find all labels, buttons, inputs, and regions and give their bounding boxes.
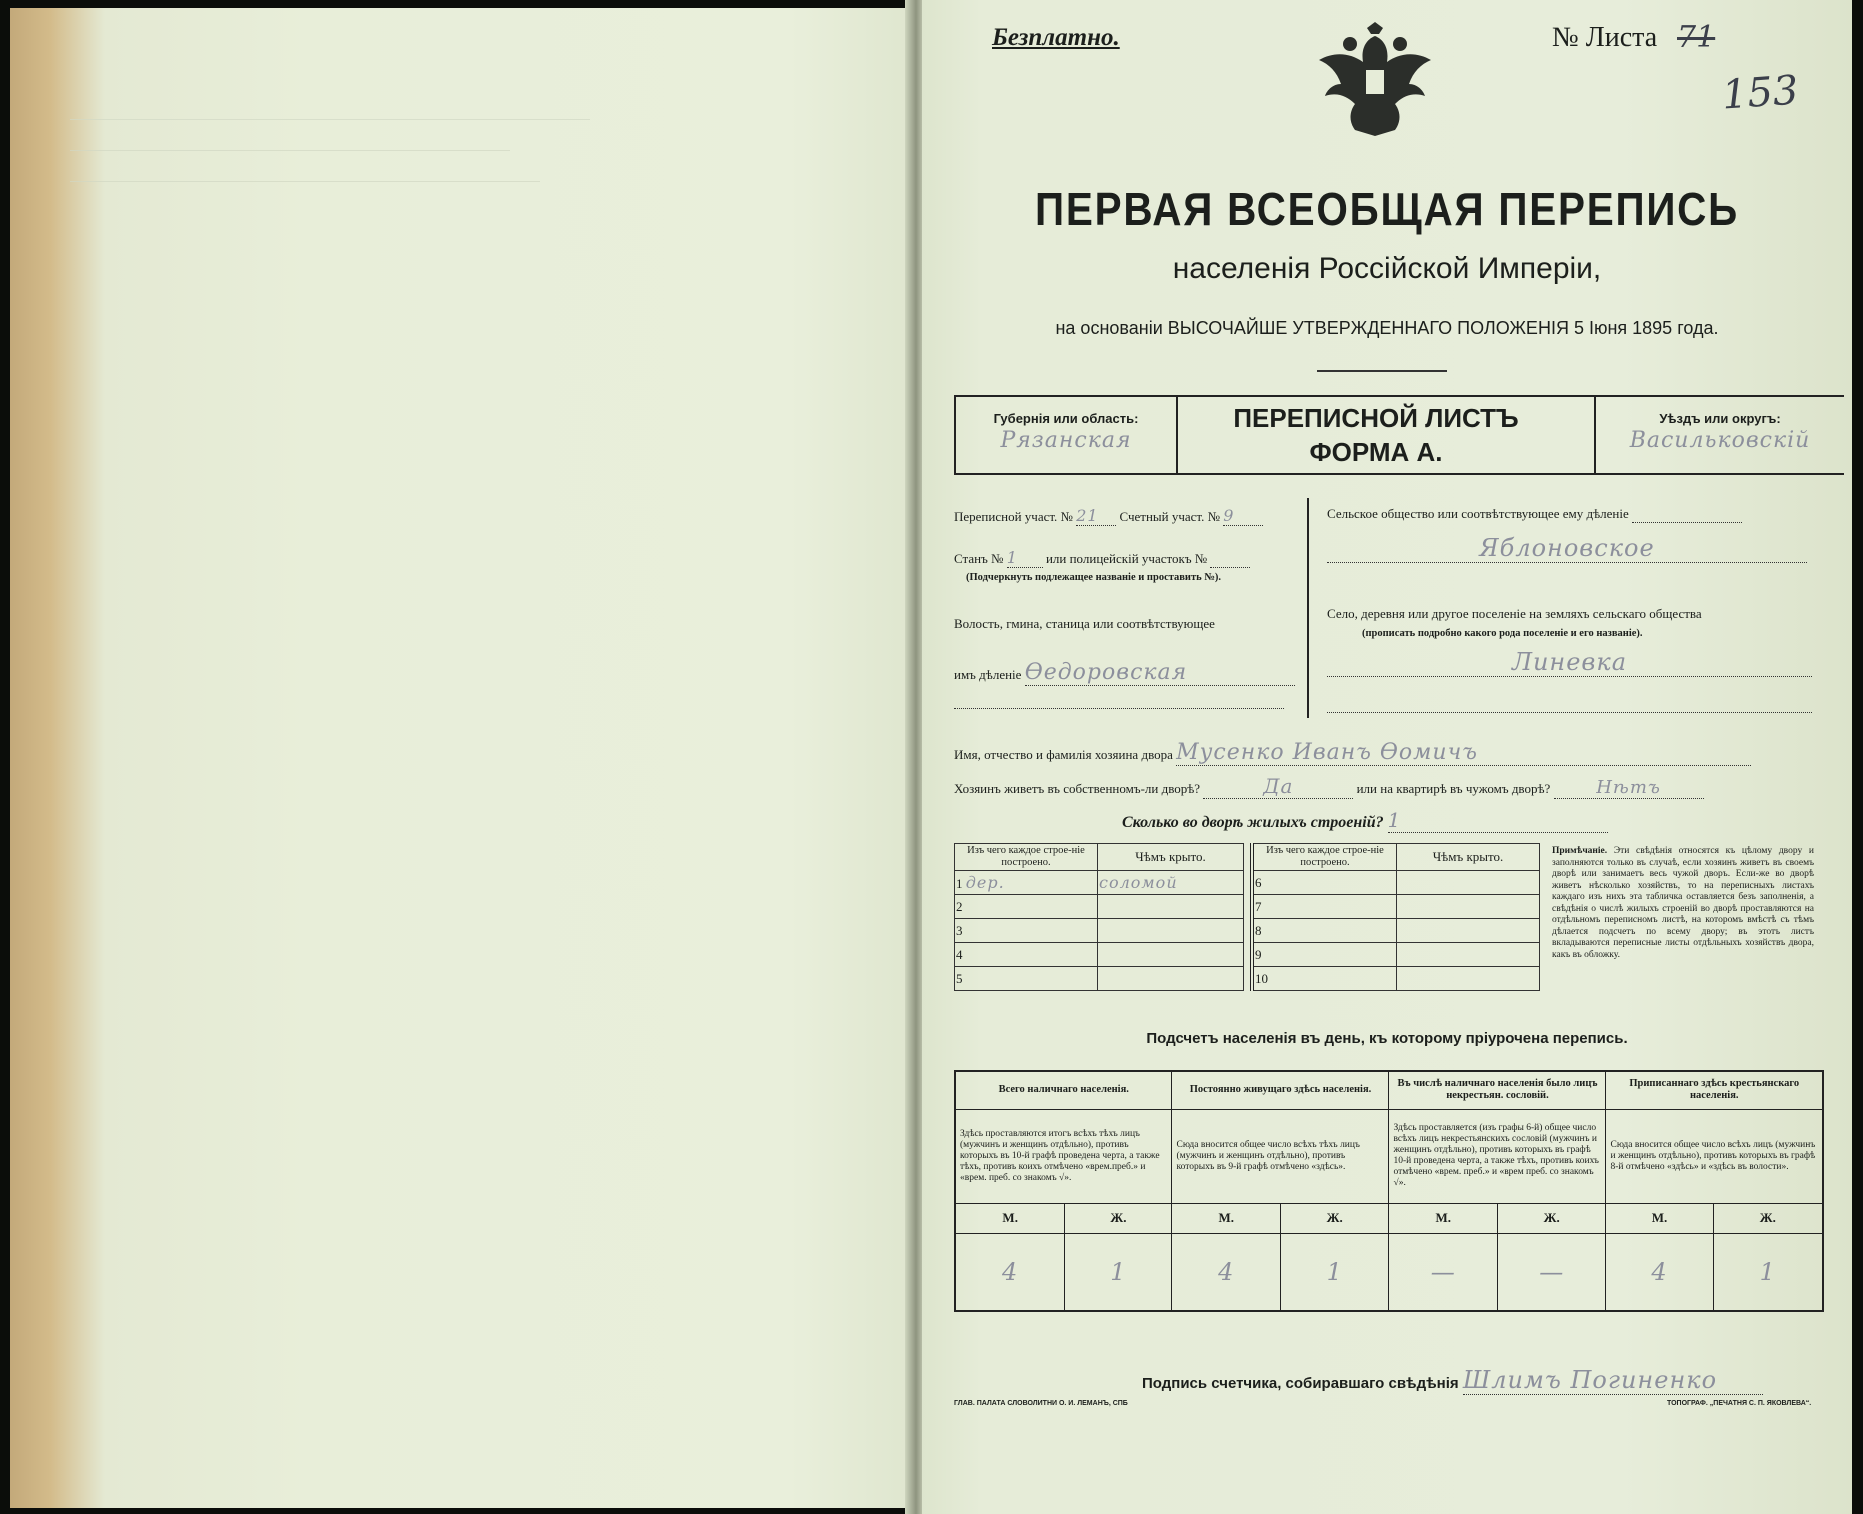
buildings-table-left [954, 843, 1244, 991]
count-col-4-desc: Сюда вносится общее число всѣхъ лицъ (мужчинъ и женщинъ отдѣльно), противъ которыхъ въ графѣ 8-й отмѣчено «здѣсь» и «здѣсь въ волости». [1606, 1109, 1823, 1203]
table-row: 10 [1252, 967, 1397, 991]
table-row: 1 дер. [955, 871, 1098, 895]
volost-row [954, 660, 1295, 686]
obshchestvo-row [1327, 506, 1742, 523]
selo-value: Линевка [1327, 648, 1812, 677]
census-form-page [922, 0, 1852, 1514]
volost-label: Волость, гмина, станица или соотвѣтствующее [954, 616, 1215, 631]
table-row: 9 [1252, 943, 1397, 967]
footer-right: ТОПОГРАФ. „ПЕЧАТНЯ С. П. ЯКОВЛЕВА“. [1667, 1400, 1812, 1407]
note-text: Эти свѣдѣнія относятся къ цѣлому двору и заполняются только въ случаѣ, если хозяинъ живетъ въ своемъ дворѣ или занимаетъ весь чужой дворъ. Если-же во дворѣ живетъ нѣсколько хозяйствъ, то на переписныхъ листахъ каждаго изъ нихъ эта табличка оставляется безъ заполненія, а свѣдѣнія о числѣ жилыхъ строеній во дворѣ проставляются на отдѣльномъ переписномъ листѣ, на которомъ вмѣстѣ съ тѣмъ дѣлается подсчетъ по всему двору; въ этотъ листъ вкладываются переписные листы отдѣльныхъ хозяйствъ двора, какъ въ обложку. [1552, 846, 1814, 960]
note-title: Примѣчаніе. [1552, 846, 1608, 856]
sheet-number-value: 71 [1677, 20, 1716, 55]
gubernia-label: Губернія или область: [993, 411, 1139, 426]
rented-value: Нѣтъ [1554, 777, 1704, 799]
count-col-2-head: Постоянно живущаго здѣсь населенія. [1172, 1071, 1389, 1109]
buildings-table-right [1250, 843, 1540, 991]
buildings-row [1122, 808, 1608, 833]
left-page [10, 8, 910, 1508]
table-row: 7 [1252, 895, 1397, 919]
volost-label-2: имъ дѣленіе [954, 667, 1022, 682]
signature-label: Подпись счетчика, собиравшаго свѣдѣнія [1142, 1375, 1459, 1392]
selo-note: (прописать подробно какого рода поселеніе и его названіе). [1362, 628, 1643, 639]
material-header-2: Изъ чего каждое строе-ніе построено. [1252, 844, 1397, 871]
material-header: Изъ чего каждое строе-ніе построено. [955, 844, 1098, 871]
footer-left: ГЛАВ. ПАЛАТА СЛОВОЛИТНИ О. И. ЛЕМАНЪ, СПБ [954, 1400, 1128, 1407]
gubernia-value: Рязанская [1000, 428, 1132, 453]
owner-row [954, 740, 1751, 766]
count-title: Подсчетъ населенія въ день, къ которому пріурочена перепись. [1146, 1030, 1628, 1047]
obshchestvo-label: Сельское общество или соотвѣтствующее ему дѣленіе [1327, 506, 1629, 521]
stan-note: (Подчеркнуть подлежащее названіе и проставить №). [966, 572, 1221, 583]
uezd-label: Уѣздъ или округъ: [1659, 411, 1781, 426]
owner-label: Имя, отчество и фамилія хозяина двора [954, 747, 1173, 762]
main-title: ПЕРВАЯ ВСЕОБЩАЯ ПЕРЕПИСЬ [1034, 183, 1740, 235]
table-row: 4 [955, 943, 1098, 967]
field-divider [1307, 498, 1309, 718]
stan-row [954, 548, 1250, 568]
volost-blank-line [954, 708, 1284, 709]
roof-header: Чѣмъ крыто. [1098, 844, 1244, 871]
count-col-4-head: Приписаннаго здѣсь крестьянскаго населенія. [1606, 1071, 1823, 1109]
count-value: 1 [1713, 1233, 1823, 1311]
count-col-1-desc: Здѣсь проставляются итогъ всѣхъ тѣхъ лицъ (мужчинъ и женщинъ отдѣльно), противъ которыхъ въ 10-й графѣ проведена черта, а также тѣхъ, противъ коихъ отмѣчено «врем.преб.» и «врем. преб. со знакомъ √». [955, 1109, 1172, 1203]
f-label: Ж. [1497, 1203, 1606, 1233]
own-yard-value: Да [1203, 774, 1353, 799]
sheet-number-label: № Листа [1552, 22, 1658, 53]
owner-value: Мусенко Иванъ Ѳомичъ [1176, 740, 1751, 766]
count-value: 1 [1280, 1233, 1389, 1311]
buildings-note [1552, 846, 1814, 961]
count-col-3-head: Въ числѣ наличнаго населенія было лицъ некрестьян. сословій. [1389, 1071, 1606, 1109]
table-row: 5 [955, 967, 1098, 991]
signature-value: Шлимъ Погиненко [1463, 1366, 1763, 1395]
police-label: или полицейскій участокъ № [1045, 551, 1208, 566]
form-title: ПЕРЕПИСНОЙ ЛИСТЪ [1233, 403, 1519, 433]
free-label: Безплатно. [992, 24, 1120, 51]
legal-basis: на основаніи ВЫСОЧАЙШЕ УТВЕРЖДЕННАГО ПОЛОЖЕНІЯ 5 Іюня 1895 года. [1055, 318, 1719, 338]
f-label: Ж. [1280, 1203, 1389, 1233]
count-value: — [1389, 1233, 1498, 1311]
table-row: 6 [1252, 871, 1397, 895]
m-label: М. [955, 1203, 1065, 1233]
count-col-1-head: Всего наличнаго населенія. [955, 1071, 1172, 1109]
own-yard-label: Хозяинъ живетъ въ собственномъ-ли дворѣ? [954, 781, 1201, 796]
count-col-2-desc: Сюда вносится общее число всѣхъ тѣхъ лицъ (мужчинъ и женщинъ отдѣльно), противъ которыхъ въ 9-й графѣ отмѣчено «здѣсь». [1172, 1109, 1389, 1203]
schetny-value: 9 [1223, 506, 1263, 526]
subtitle: населенія Россійской Имперіи, [1172, 252, 1602, 285]
table-row: 3 [955, 919, 1098, 943]
gubernia-cell [954, 397, 1178, 473]
form-header-box [954, 395, 1844, 475]
stan-value: 1 [1007, 548, 1043, 568]
bleed-through-text [70, 103, 590, 223]
m-label: М. [1172, 1203, 1281, 1233]
uezd-cell [1594, 397, 1844, 473]
signature-row [1142, 1366, 1763, 1395]
table-row: 2 [955, 895, 1098, 919]
selo-blank-line [1327, 712, 1812, 713]
m-label: М. [1606, 1203, 1713, 1233]
buildings-label: Сколько во дворѣ жилыхъ строеній? [1122, 814, 1384, 831]
f-label: Ж. [1065, 1203, 1172, 1233]
count-value: 4 [1172, 1233, 1281, 1311]
roof-cell: соломой [1098, 871, 1244, 895]
m-label: М. [1389, 1203, 1498, 1233]
count-col-3-desc: Здѣсь проставляется (изъ графы 6-й) общее число всѣхъ лицъ некрестьянскихъ сословій (мужчинъ и женщинъ отдѣльно), противъ которыхъ въ графѣ 10-й проведена черта, а также тѣхъ, противъ коихъ отмѣчено «врем. преб.» и «врем преб. со знакомъ √». [1389, 1109, 1606, 1203]
selo-label: Село, деревня или другое поселеніе на земляхъ сельскаго общества [1327, 606, 1702, 621]
double-headed-eagle-icon [1310, 14, 1440, 144]
table-row: 8 [1252, 919, 1397, 943]
uchastok-value: 21 [1076, 506, 1116, 526]
obshchestvo-value: Яблоновское [1327, 534, 1807, 563]
count-value: 4 [1606, 1233, 1713, 1311]
yard-row [954, 774, 1704, 799]
count-value: — [1497, 1233, 1606, 1311]
schetny-label: Счетный участ. № [1119, 509, 1221, 524]
f-label: Ж. [1713, 1203, 1823, 1233]
buildings-value: 1 [1388, 808, 1608, 833]
volost-value: Ѳедоровская [1025, 660, 1295, 686]
sheet-number-handwritten: 153 [1720, 67, 1800, 119]
uezd-value: Васильковскій [1629, 428, 1811, 453]
rented-label: или на квартирѣ въ чужомъ дворѣ? [1356, 781, 1551, 796]
count-value: 4 [955, 1233, 1065, 1311]
count-value: 1 [1065, 1233, 1172, 1311]
ornament-divider [1317, 370, 1447, 372]
stan-label: Станъ № [954, 551, 1004, 566]
form-name: ФОРМА А. [1309, 437, 1443, 467]
uchastok-row [954, 506, 1263, 526]
uchastok-label: Переписной участ. № [954, 509, 1073, 524]
roof-header-2: Чѣмъ крыто. [1397, 844, 1540, 871]
population-count-table [954, 1070, 1824, 1312]
